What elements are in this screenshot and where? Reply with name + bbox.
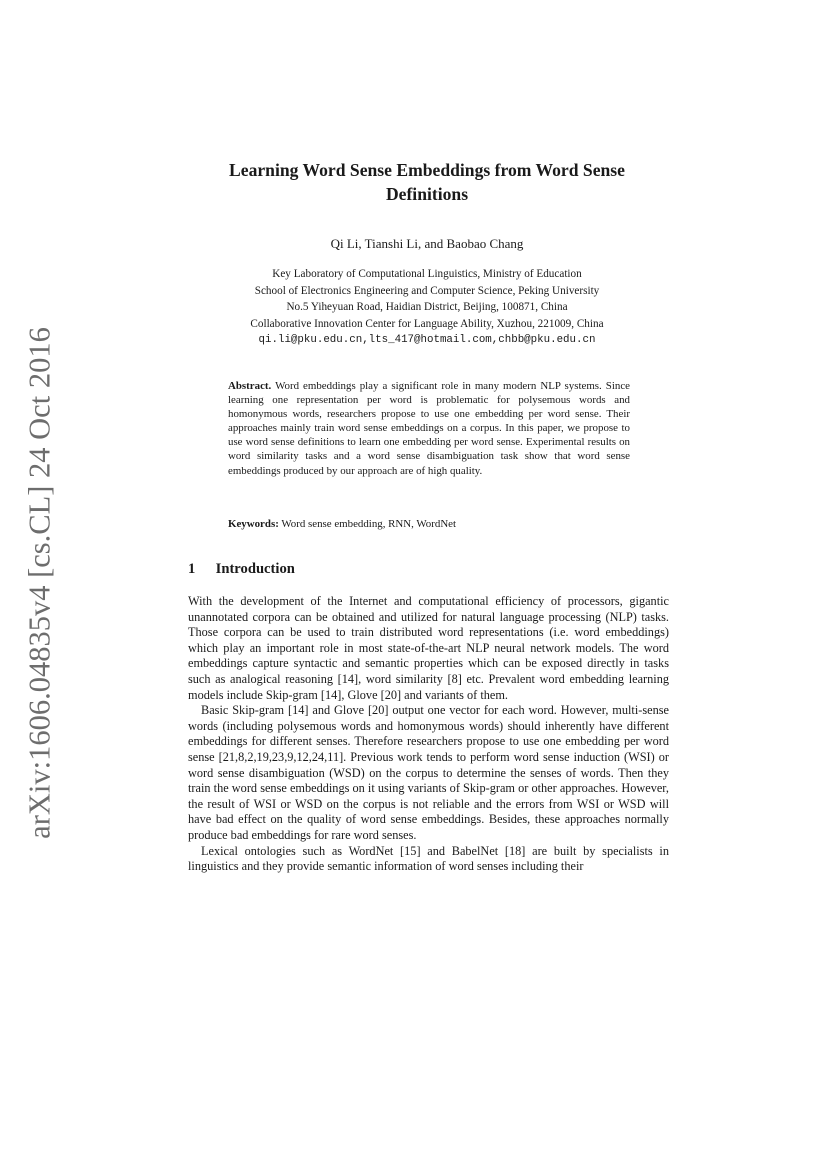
keywords <box>228 518 630 530</box>
paper-title <box>150 158 704 206</box>
body-text <box>188 594 669 875</box>
abstract <box>228 379 630 478</box>
author-emails: qi.li@pku.edu.cn,lts_417@hotmail.com,chbb@pku.edu.cn <box>258 334 596 346</box>
paper-authors: Qi Li, Tianshi Li, and Baobao Chang <box>330 236 524 251</box>
section-heading <box>188 561 295 578</box>
affiliation-line: Collaborative Innovation Center for Language Ability, Xuzhou, 221009, China <box>250 317 604 330</box>
affiliation-line: School of Electronics Engineering and Computer Science, Peking University <box>254 284 600 297</box>
title-line-2: Definitions <box>385 184 469 204</box>
keywords-label: Keywords: <box>228 518 279 530</box>
affiliation-line: No.5 Yiheyuan Road, Haidian District, Beijing, 100871, China <box>286 301 568 313</box>
affiliation-block <box>150 266 704 349</box>
arxiv-identifier: arXiv:1606.04835v4 [cs.CL] 24 Oct 2016 <box>22 327 57 839</box>
title-line-1: Learning Word Sense Embeddings from Word Sense <box>229 160 625 180</box>
paragraph: Lexical ontologies such as WordNet [15] and BabelNet [18] are built by specialists in linguistics and they provide semantic information of word senses including their <box>188 843 669 874</box>
paragraph: With the development of the Internet and computational efficiency of processors, gigantic unannotated corpora can be obtained and utilized for natural language processing (NLP) tasks. Those corpora can be used to train distributed word representations (i.e. word embeddings) which play an important role in most state-of-the-art NLP neural network models. The word embeddings capture syntactic and semantic properties which can be exposed directly in tasks such as analogical reasoning [14], word similarity [8] etc. Prevalent word embedding learning models include Skip-gram [14], Glove [20] and variants of them. <box>188 594 669 702</box>
paragraph: Basic Skip-gram [14] and Glove [20] output one vector for each word. However, multi-sense words (including polysemous words and homonymous words) should inherently have different embeddings for different senses. Therefore researchers propose to use one embedding per word sense [21,8,2,19,23,9,12,24,11]. Previous work tends to perform word sense induction (WSI) or word sense disambiguation (WSD) on the corpus to determine the senses of words. Then they train the word sense embeddings on it using variants of Skip-gram or other approaches. However, the result of WSI or WSD on the corpus is not reliable and the errors from WSI or WSD will have bad effect on the quality of word sense embeddings. Besides, these approaches normally produce bad embeddings for rare word senses. <box>188 703 669 842</box>
section-number: 1 <box>188 561 196 577</box>
affiliation-line: Key Laboratory of Computational Linguistics, Ministry of Education <box>272 268 582 280</box>
arxiv-sidebar <box>22 327 58 839</box>
keywords-text: Word sense embedding, RNN, WordNet <box>281 518 457 530</box>
abstract-text: Word embeddings play a significant role in many modern NLP systems. Since learning one representation per word is problematic for polysemous words and homonymous words, researchers propose to use one embedding per word sense. Their approaches mainly train word sense embeddings on a corpus. In this paper, we propose to use word sense definitions to learn one embedding per word sense. Experimental results on word similarity tasks and a word sense disambiguation task show that word sense embeddings produced by our approach are of high quality. <box>228 380 630 477</box>
section-title: Introduction <box>215 561 295 577</box>
abstract-label: Abstract. <box>228 380 272 392</box>
